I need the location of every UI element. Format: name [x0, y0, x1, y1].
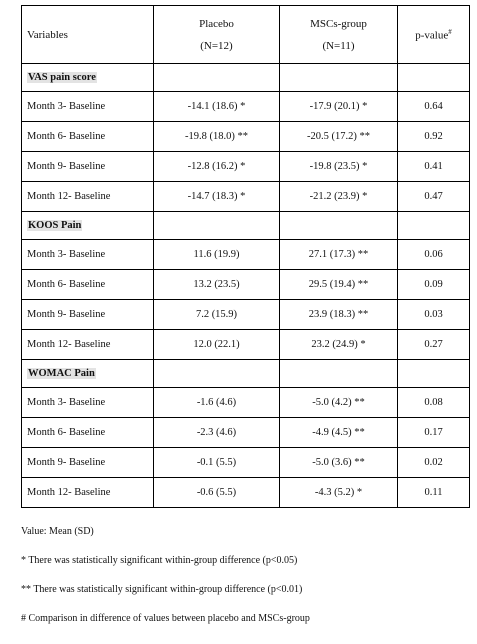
table-row — [22, 388, 470, 418]
p-value: 0.11 — [398, 478, 470, 508]
section-title: KOOS Pain — [28, 220, 82, 231]
section-title-cell — [22, 360, 154, 388]
row-label: Month 12- Baseline — [22, 478, 154, 508]
table-body — [22, 64, 470, 508]
table-row — [22, 122, 470, 152]
section-title-cell — [22, 212, 154, 240]
mscs-value: -17.9 (20.1) * — [280, 92, 398, 122]
placebo-value: -12.8 (16.2) * — [154, 152, 280, 182]
row-label: Month 3- Baseline — [22, 240, 154, 270]
p-value: 0.02 — [398, 448, 470, 478]
mscs-value: -4.9 (4.5) ** — [280, 418, 398, 448]
mscs-value: -4.3 (5.2) * — [280, 478, 398, 508]
header-mscs — [280, 6, 398, 64]
section-title-cell — [22, 64, 154, 92]
row-label: Month 6- Baseline — [22, 122, 154, 152]
footnote-single-star: * There was statistically significant within-group difference (p<0.05) — [21, 555, 298, 566]
header-pvalue-footnote-mark: # — [448, 27, 452, 36]
table-row — [22, 152, 470, 182]
row-label: Month 12- Baseline — [22, 330, 154, 360]
section-empty-cell — [154, 360, 280, 388]
p-value: 0.47 — [398, 182, 470, 212]
header-pvalue — [398, 6, 470, 64]
mscs-value: -21.2 (23.9) * — [280, 182, 398, 212]
mscs-value: 23.9 (18.3) ** — [280, 300, 398, 330]
section-empty-cell — [398, 212, 470, 240]
table-row — [22, 270, 470, 300]
placebo-value: -19.8 (18.0) ** — [154, 122, 280, 152]
table-row — [22, 92, 470, 122]
placebo-value: -2.3 (4.6) — [154, 418, 280, 448]
p-value: 0.64 — [398, 92, 470, 122]
table-header-row — [22, 6, 470, 64]
section-empty-cell — [398, 64, 470, 92]
section-row — [22, 212, 470, 240]
mscs-value: 23.2 (24.9) * — [280, 330, 398, 360]
p-value: 0.17 — [398, 418, 470, 448]
table-row — [22, 300, 470, 330]
row-label: Month 6- Baseline — [22, 270, 154, 300]
placebo-value: -1.6 (4.6) — [154, 388, 280, 418]
header-placebo-n: (N=12) — [200, 39, 233, 52]
table-row — [22, 448, 470, 478]
row-label: Month 6- Baseline — [22, 418, 154, 448]
footnote-hash: # Comparison in difference of values between placebo and MSCs-group — [21, 613, 310, 624]
placebo-value: -0.1 (5.5) — [154, 448, 280, 478]
mscs-value: -20.5 (17.2) ** — [280, 122, 398, 152]
row-label: Month 3- Baseline — [22, 388, 154, 418]
p-value: 0.03 — [398, 300, 470, 330]
mscs-value: 27.1 (17.3) ** — [280, 240, 398, 270]
placebo-value: -0.6 (5.5) — [154, 478, 280, 508]
header-placebo — [154, 6, 280, 64]
row-label: Month 9- Baseline — [22, 300, 154, 330]
section-title: VAS pain score — [28, 72, 96, 83]
table-row — [22, 418, 470, 448]
section-empty-cell — [280, 212, 398, 240]
header-mscs-label: MSCs-group — [310, 17, 367, 30]
footnote-value-format: Value: Mean (SD) — [21, 526, 94, 537]
p-value: 0.09 — [398, 270, 470, 300]
mscs-value: 29.5 (19.4) ** — [280, 270, 398, 300]
section-row — [22, 64, 470, 92]
row-label: Month 12- Baseline — [22, 182, 154, 212]
placebo-value: 13.2 (23.5) — [154, 270, 280, 300]
section-title: WOMAC Pain — [28, 368, 95, 379]
footnote-double-star: ** There was statistically significant within-group difference (p<0.01) — [21, 584, 303, 595]
mscs-value: -19.8 (23.5) * — [280, 152, 398, 182]
header-pvalue-label: p-value — [415, 29, 449, 42]
table-row — [22, 182, 470, 212]
p-value: 0.41 — [398, 152, 470, 182]
table-row — [22, 478, 470, 508]
table-row — [22, 330, 470, 360]
table-row — [22, 240, 470, 270]
placebo-value: 11.6 (19.9) — [154, 240, 280, 270]
section-row — [22, 360, 470, 388]
placebo-value: -14.1 (18.6) * — [154, 92, 280, 122]
header-placebo-label: Placebo — [199, 17, 234, 30]
placebo-value: 12.0 (22.1) — [154, 330, 280, 360]
placebo-value: -14.7 (18.3) * — [154, 182, 280, 212]
section-empty-cell — [280, 64, 398, 92]
p-value: 0.08 — [398, 388, 470, 418]
section-empty-cell — [154, 212, 280, 240]
section-empty-cell — [154, 64, 280, 92]
p-value: 0.06 — [398, 240, 470, 270]
row-label: Month 9- Baseline — [22, 152, 154, 182]
row-label: Month 9- Baseline — [22, 448, 154, 478]
mscs-value: -5.0 (3.6) ** — [280, 448, 398, 478]
header-mscs-n: (N=11) — [322, 39, 355, 52]
placebo-value: 7.2 (15.9) — [154, 300, 280, 330]
section-empty-cell — [280, 360, 398, 388]
mscs-value: -5.0 (4.2) ** — [280, 388, 398, 418]
header-variables: Variables — [22, 6, 154, 64]
p-value: 0.92 — [398, 122, 470, 152]
section-empty-cell — [398, 360, 470, 388]
results-table — [21, 5, 470, 508]
row-label: Month 3- Baseline — [22, 92, 154, 122]
p-value: 0.27 — [398, 330, 470, 360]
